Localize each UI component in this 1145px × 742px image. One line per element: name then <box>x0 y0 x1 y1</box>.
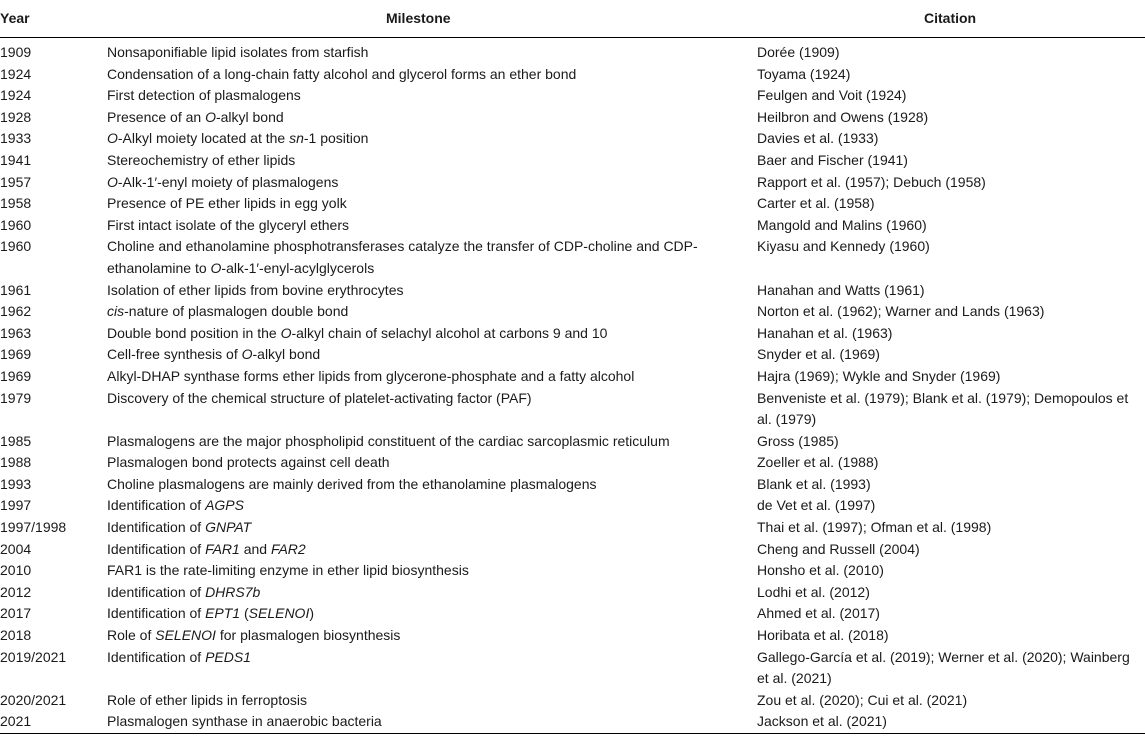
cell-year: 1997/1998 <box>0 519 67 536</box>
cell-milestone: Cell-free synthesis of O-alkyl bond <box>107 346 321 363</box>
cell-citation: Dorée (1909) <box>757 44 840 60</box>
cell-milestone: Identification of DHRS7b <box>107 583 261 600</box>
cell-year: 1933 <box>0 130 32 147</box>
table-row <box>0 172 1145 194</box>
cell-year: 1979 <box>0 389 32 406</box>
cell-milestone: Identification of GNPAT <box>107 519 252 536</box>
cell-milestone: Choline plasmalogens are mainly derived from the ethanolamine plasmalogens <box>107 475 597 492</box>
cell-citation: Jackson et al. (2021) <box>757 713 887 730</box>
cell-year: 1961 <box>0 281 32 298</box>
cell-citation: Carter et al. (1958) <box>757 195 875 212</box>
cell-milestone: Role of ether lipids in ferroptosis <box>107 691 307 708</box>
table-row <box>0 301 1145 323</box>
cell-year: 1988 <box>0 454 32 471</box>
cell-milestone: Identification of AGPS <box>107 497 244 514</box>
table-row <box>0 431 1145 453</box>
cell-milestone: First intact isolate of the glyceryl ethers <box>107 216 349 233</box>
cell-milestone: Discovery of the chemical structure of platelet-activating factor (PAF) <box>107 389 532 406</box>
table-row <box>0 64 1145 86</box>
header-year: Year <box>0 10 30 26</box>
cell-citation: Hanahan et al. (1963) <box>757 324 893 341</box>
cell-citation: Snyder et al. (1969) <box>757 346 880 363</box>
table-row <box>0 539 1145 561</box>
table-row <box>0 495 1145 517</box>
cell-year: 1993 <box>0 475 32 492</box>
table-row <box>0 280 1145 302</box>
cell-milestone: O-Alk-1′-enyl moiety of plasmalogens <box>107 173 339 190</box>
cell-citation: Zou et al. (2020); Cui et al. (2021) <box>757 691 968 708</box>
cell-milestone: Presence of an O-alkyl bond <box>107 108 284 125</box>
table-row <box>0 452 1145 474</box>
cell-milestone: Choline and ethanolamine phosphotransferases catalyze the transfer of CDP-choline and CDP-ethanolamine to O-alk-1′-enyl-acylglycerols <box>107 238 698 276</box>
table-header <box>0 0 1145 38</box>
cell-milestone: Double bond position in the O-alkyl chain of selachyl alcohol at carbons 9 and 10 <box>107 324 608 341</box>
cell-year: 2004 <box>0 540 32 557</box>
cell-citation: Benveniste et al. (1979); Blank et al. (1979); Demopoulos et al. (1979) <box>757 389 1129 428</box>
cell-milestone: cis-nature of plasmalogen double bond <box>107 303 349 320</box>
table-row <box>0 690 1145 712</box>
cell-milestone: Plasmalogens are the major phospholipid constituent of the cardiac sarcoplasmic reticulum <box>107 432 670 449</box>
table-body <box>0 38 1145 733</box>
cell-citation: Gallego-García et al. (2019); Werner et al. (2020); Wainberg et al. (2021) <box>757 648 1130 687</box>
cell-year: 1963 <box>0 324 32 341</box>
cell-milestone: Role of SELENOI for plasmalogen biosynthesis <box>107 627 401 644</box>
cell-milestone: Plasmalogen synthase in anaerobic bacteria <box>107 713 382 730</box>
cell-citation: Hanahan and Watts (1961) <box>757 281 925 298</box>
cell-year: 1924 <box>0 65 32 82</box>
cell-citation: Rapport et al. (1957); Debuch (1958) <box>757 173 986 190</box>
table-row <box>0 42 1145 64</box>
cell-citation: Zoeller et al. (1988) <box>757 454 879 471</box>
table-row <box>0 128 1145 150</box>
cell-milestone: Identification of FAR1 and FAR2 <box>107 540 306 557</box>
cell-milestone: Stereochemistry of ether lipids <box>107 151 296 168</box>
table-row <box>0 215 1145 237</box>
table-row <box>0 323 1145 345</box>
cell-citation: Hajra (1969); Wykle and Snyder (1969) <box>757 367 1001 384</box>
cell-year: 1941 <box>0 151 32 168</box>
cell-citation: Feulgen and Voit (1924) <box>757 87 907 104</box>
cell-year: 1957 <box>0 173 32 190</box>
table-row <box>0 193 1145 215</box>
cell-citation: Gross (1985) <box>757 432 839 449</box>
table-row <box>0 517 1145 539</box>
cell-citation: Norton et al. (1962); Warner and Lands (1963) <box>757 303 1045 320</box>
cell-milestone: Nonsaponifiable lipid isolates from starfish <box>107 44 369 60</box>
cell-milestone: O-Alkyl moiety located at the sn-1 position <box>107 130 369 147</box>
cell-year: 1969 <box>0 367 32 384</box>
cell-citation: Honsho et al. (2010) <box>757 562 884 579</box>
header-milestone: Milestone <box>386 10 451 26</box>
table-row <box>0 366 1145 388</box>
cell-year: 1960 <box>0 216 32 233</box>
cell-milestone: Plasmalogen bond protects against cell death <box>107 454 390 471</box>
table-row <box>0 236 1145 279</box>
cell-year: 2010 <box>0 562 32 579</box>
cell-year: 1960 <box>0 238 32 255</box>
cell-year: 1962 <box>0 303 32 320</box>
cell-citation: Horibata et al. (2018) <box>757 627 889 644</box>
cell-year: 2012 <box>0 583 32 600</box>
cell-milestone: Identification of PEDS1 <box>107 648 251 665</box>
cell-year: 1924 <box>0 87 32 104</box>
table-row <box>0 344 1145 366</box>
cell-citation: Ahmed et al. (2017) <box>757 605 880 622</box>
cell-year: 1958 <box>0 195 32 212</box>
table-row <box>0 150 1145 172</box>
cell-milestone: Presence of PE ether lipids in egg yolk <box>107 195 347 212</box>
table-row <box>0 85 1145 107</box>
cell-citation: Davies et al. (1933) <box>757 130 879 147</box>
cell-year: 2018 <box>0 627 32 644</box>
cell-citation: Baer and Fischer (1941) <box>757 151 908 168</box>
table-row <box>0 582 1145 604</box>
cell-year: 1997 <box>0 497 32 514</box>
table-row <box>0 560 1145 582</box>
cell-citation: Thai et al. (1997); Ofman et al. (1998) <box>757 519 992 536</box>
cell-citation: Mangold and Malins (1960) <box>757 216 927 233</box>
table-row <box>0 625 1145 647</box>
table-row <box>0 388 1145 431</box>
table-row <box>0 603 1145 625</box>
cell-milestone: First detection of plasmalogens <box>107 87 301 104</box>
cell-year: 2019/2021 <box>0 648 67 665</box>
cell-citation: Toyama (1924) <box>757 65 851 82</box>
cell-milestone: Condensation of a long-chain fatty alcohol and glycerol forms an ether bond <box>107 65 577 82</box>
cell-citation: de Vet et al. (1997) <box>757 497 876 514</box>
cell-year: 1969 <box>0 346 32 363</box>
cell-milestone: Alkyl-DHAP synthase forms ether lipids from glycerone-phosphate and a fatty alcohol <box>107 367 635 384</box>
cell-year: 2021 <box>0 713 32 730</box>
cell-year: 2020/2021 <box>0 691 67 708</box>
table-row <box>0 647 1145 690</box>
header-citation: Citation <box>924 10 977 26</box>
cell-milestone: FAR1 is the rate-limiting enzyme in ether lipid biosynthesis <box>107 562 469 579</box>
cell-citation: Kiyasu and Kennedy (1960) <box>757 238 930 255</box>
cell-milestone: Isolation of ether lipids from bovine erythrocytes <box>107 281 404 298</box>
table-row <box>0 711 1145 733</box>
table-row <box>0 107 1145 129</box>
table-row <box>0 474 1145 496</box>
cell-citation: Lodhi et al. (2012) <box>757 583 870 600</box>
cell-year: 1928 <box>0 108 32 125</box>
cell-year: 1909 <box>0 44 32 60</box>
cell-citation: Heilbron and Owens (1928) <box>757 108 929 125</box>
cell-citation: Blank et al. (1993) <box>757 475 871 492</box>
cell-citation: Cheng and Russell (2004) <box>757 540 920 557</box>
table-bottom-rule <box>0 733 1145 734</box>
cell-year: 1985 <box>0 432 32 449</box>
cell-year: 2017 <box>0 605 32 622</box>
cell-milestone: Identification of EPT1 (SELENOI) <box>107 605 315 622</box>
